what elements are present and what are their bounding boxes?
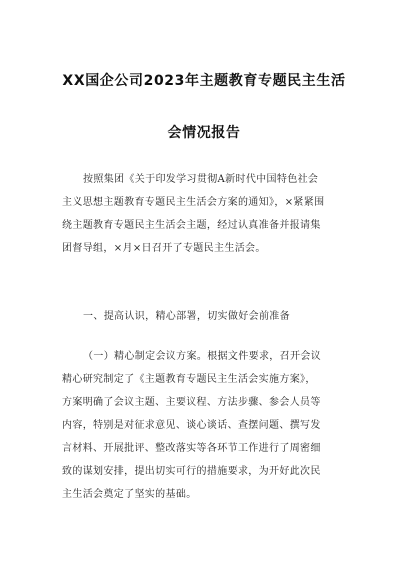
section-heading-1 bbox=[62, 305, 362, 328]
paragraph-line: 主生活会奠定了坚实的基础。 bbox=[62, 489, 197, 500]
paragraph-line: 主义思想主题教育专题民主生活会方案的通知》，×紧紧围 bbox=[62, 197, 325, 208]
paragraph-line: 绕主题教育专题民主生活会主题，经过认真准备并报请集 bbox=[62, 220, 321, 231]
paragraph-line: 言材料、开展批评、整改落实等各环节工作进行了周密细 bbox=[62, 443, 321, 454]
section-heading-text: 一、提高认识，精心部署，切实做好会前准备 bbox=[83, 311, 290, 322]
paragraph-line: 致的谋划安排，提出切实可行的措施要求，为开好此次民 bbox=[62, 466, 321, 477]
subsection-paragraph-1 bbox=[62, 345, 362, 506]
paragraph-line: 按照集团《关于印发学习贯彻A新时代中国特色社会 bbox=[83, 174, 319, 185]
document-title-line-1: XX国企公司2023年主题教育专题民主生活 bbox=[62, 73, 346, 89]
paragraph-line: （一）精心制定会议方案。根据文件要求，召开会议 bbox=[83, 351, 322, 362]
paragraph-line: 方案明确了会议主题、主要议程、方法步骤、参会人员等 bbox=[62, 397, 321, 408]
paragraph-line: 内容，特别是对征求意见、谈心谈话、查摆问题、撰写发 bbox=[62, 420, 321, 431]
intro-paragraph bbox=[62, 168, 362, 260]
paragraph-line: 精心研究制定了《主题教育专题民主生活会实施方案》， bbox=[62, 374, 316, 385]
document-title-line-2: 会情况报告 bbox=[167, 125, 241, 141]
paragraph-line: 团督导组，×月×日召开了专题民主生活会。 bbox=[62, 243, 266, 254]
